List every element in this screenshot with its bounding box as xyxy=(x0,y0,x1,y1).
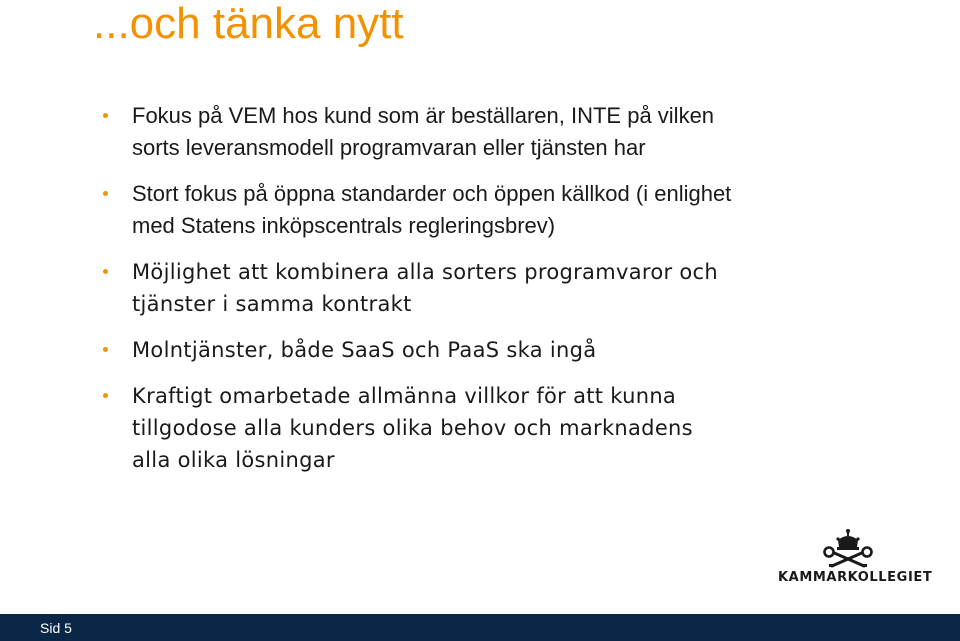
bullet-dot-icon xyxy=(103,269,108,274)
footer-bar xyxy=(0,614,960,641)
bullet-text: Fokus på VEM hos kund som är beställaren, INTE på vilken sorts leveransmodell programvaran eller tjänsten har xyxy=(132,103,715,160)
kammarkollegiet-logo xyxy=(776,528,933,590)
bullet-item xyxy=(132,334,752,366)
bullet-item xyxy=(132,256,752,320)
slide-title: ...och tänka nytt xyxy=(93,0,404,48)
crown-keys-icon xyxy=(820,528,876,572)
bullet-item xyxy=(132,100,732,164)
page-number: Sid 5 xyxy=(40,620,72,636)
bullet-dot-icon xyxy=(103,347,108,352)
bullet-item xyxy=(132,380,732,476)
bullet-text: Stort fokus på öppna standarder och öppen källkod (i enlighet med Statens inköpscentrals regleringsbrev) xyxy=(132,181,732,238)
logo-wordmark: KAMMARKOLLEGIET xyxy=(778,570,933,585)
bullet-dot-icon xyxy=(103,191,108,196)
bullet-item xyxy=(132,178,742,242)
bullet-dot-icon xyxy=(103,393,108,398)
bullet-text: Molntjänster, både SaaS och PaaS ska ingå xyxy=(132,338,597,362)
bullet-text: Möjlighet att kombinera alla sorters programvaror och tjänster i samma kontrakt xyxy=(132,260,719,316)
bullet-text: Kraftigt omarbetade allmänna villkor för att kunna tillgodose alla kunders olika behov och marknadens alla olika lösningar xyxy=(132,384,693,472)
bullet-list xyxy=(132,100,832,490)
bullet-dot-icon xyxy=(103,113,108,118)
